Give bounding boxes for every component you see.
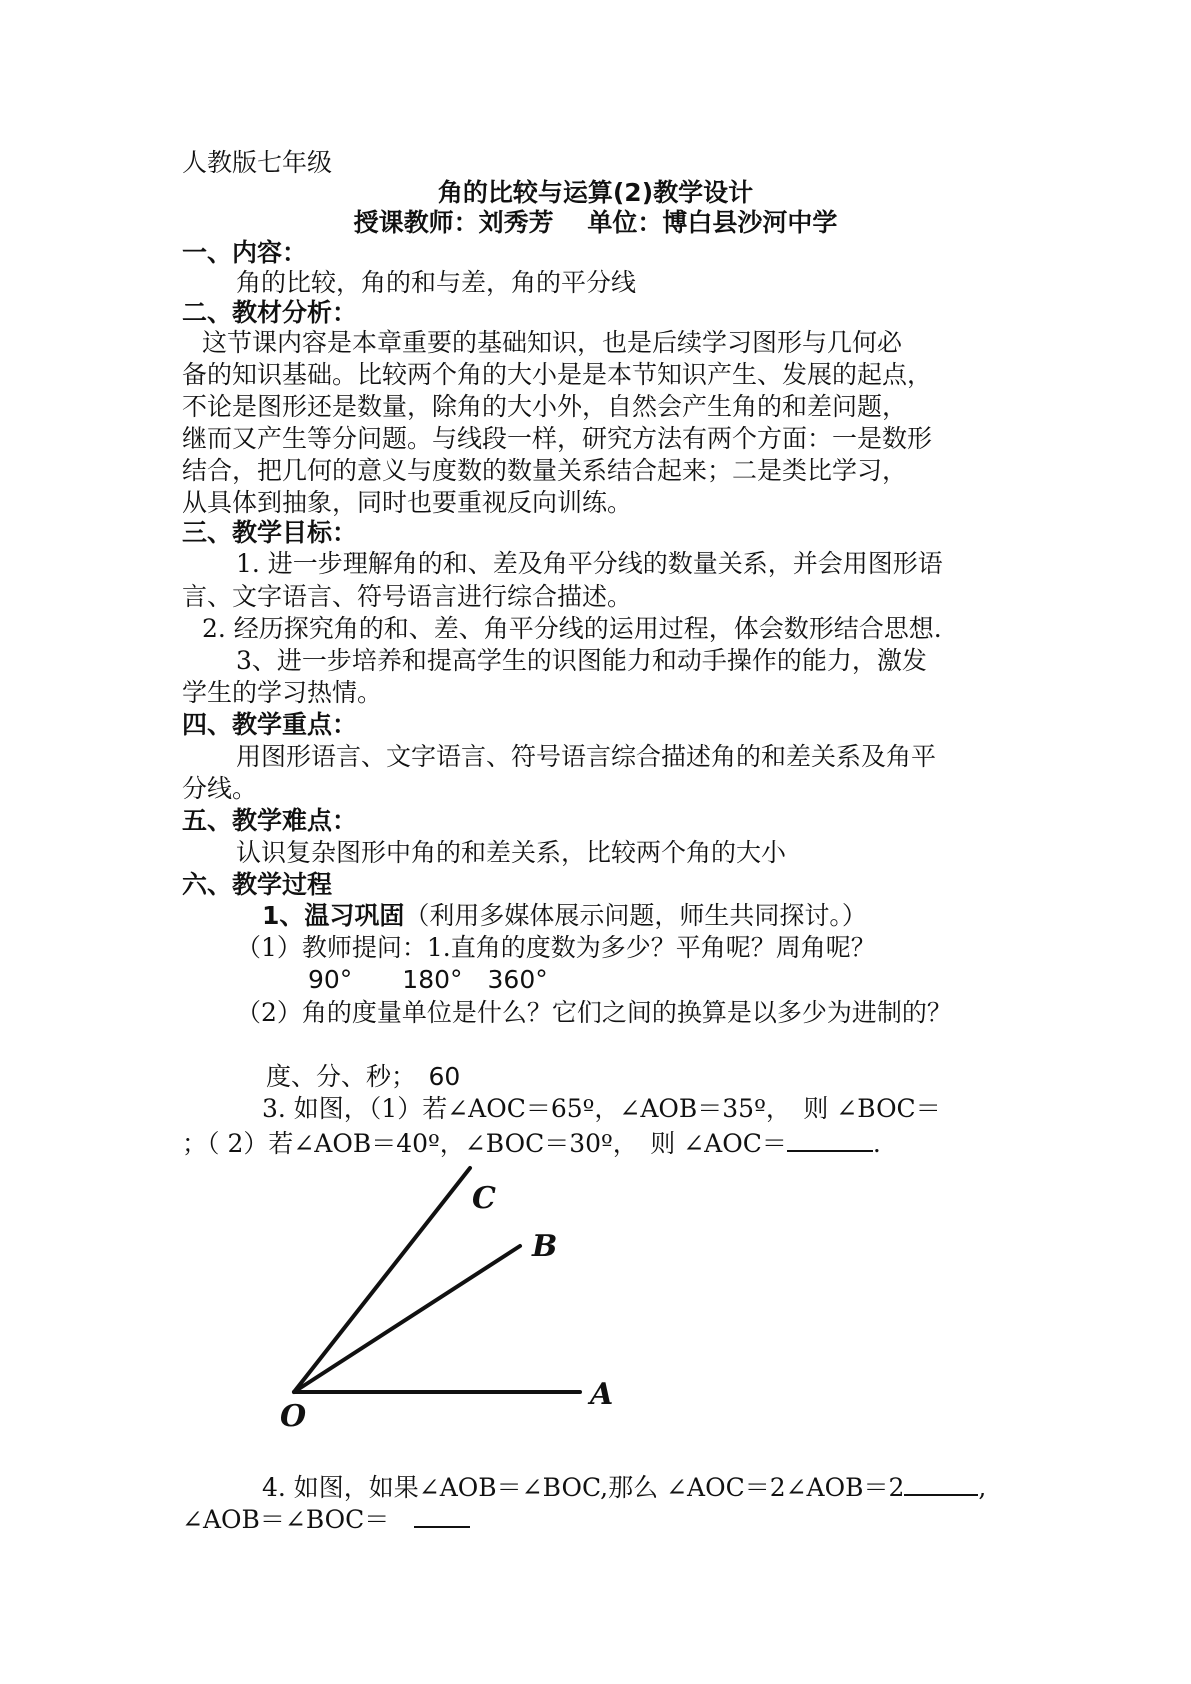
section-2-line: 这节课内容是本章重要的基础知识，也是后续学习图形与几何必 (202, 328, 903, 357)
question-4-line-2 (182, 1500, 470, 1537)
section-2-line: 结合，把几何的意义与度数的数量关系结合起来；二是类比学习， (182, 456, 908, 485)
question-3-text: ；（ 2）若∠AOB＝40º，∠BOC＝30º， 则 ∠AOC＝ (182, 1129, 787, 1158)
step-1-line (262, 899, 867, 933)
question-4-text-2: ∠AOB＝∠BOC＝ (182, 1505, 390, 1534)
question-2: （2）角的度量单位是什么？它们之间的换算是以多少为进制的？ (236, 998, 952, 1027)
answer-blank (904, 1468, 978, 1496)
grade-label: 人教版七年级 (182, 148, 333, 177)
section-3-line: 1. 进一步理解角的和、差及角平分线的数量关系，并会用图形语 (236, 549, 943, 578)
section-3-line: 言、文字语言、符号语言进行综合描述。 (182, 582, 633, 611)
answer-blank (787, 1124, 873, 1152)
label-a: A (590, 1377, 614, 1412)
section-3-line: 学生的学习热情。 (182, 678, 383, 707)
section-4-line: 分线。 (182, 774, 258, 803)
section-5-body: 认识复杂图形中角的和差关系，比较两个角的大小 (236, 838, 787, 867)
answer-2-text: 度、分、秒； (266, 1062, 404, 1091)
answer-1: 90° 180° 360° (308, 965, 548, 994)
step-1-note: （利用多媒体展示问题，师生共同探讨。） (404, 901, 867, 930)
question-3-line-1: 3. 如图，（1）若∠AOC＝65º，∠AOB＝35º， 则 ∠BOC＝ (262, 1094, 941, 1123)
section-3-line: 2. 经历探究角的和、差、角平分线的运用过程，体会数形结合思想. (202, 614, 942, 643)
question-1: （1）教师提问：1.直角的度数为多少？平角呢？周角呢？ (236, 933, 876, 962)
section-1-body: 角的比较，角的和与差，角的平分线 (236, 268, 637, 297)
section-4-line: 用图形语言、文字语言、符号语言综合描述角的和差关系及角平 (236, 742, 937, 771)
answer-2-number: 60 (428, 1062, 461, 1091)
document-title: 角的比较与运算(2)教学设计 (437, 178, 754, 207)
angle-figure (250, 1160, 650, 1434)
section-6-heading: 六、教学过程 (182, 870, 333, 899)
section-3-line: 3、进一步培养和提高学生的识图能力和动手操作的能力，激发 (236, 646, 927, 675)
step-1-title: 1、温习巩固 (262, 901, 405, 930)
teacher-line: 授课教师：刘秀芳 单位：博白县沙河中学 (353, 208, 838, 237)
ray-ob (294, 1246, 520, 1392)
question-4-text: 4. 如图，如果∠AOB＝∠BOC,那么 ∠AOC＝2∠AOB＝2 (262, 1473, 905, 1502)
question-3-line-2: ；（ 2）若∠AOB＝40º，∠BOC＝30º， 则 ∠AOC＝ . (182, 1124, 881, 1161)
answer-2 (266, 1060, 460, 1094)
section-2-line: 继而又产生等分问题。与线段一样，研究方法有两个方面：一是数形 (182, 424, 933, 453)
question-4-line-1: 4. 如图，如果∠AOB＝∠BOC,那么 ∠AOC＝2∠AOB＝2 , (262, 1468, 986, 1505)
label-b: B (532, 1229, 558, 1264)
answer-blank (414, 1500, 470, 1528)
section-4-heading: 四、教学重点： (182, 710, 358, 739)
section-2-line: 不论是图形还是数量，除角的大小外，自然会产生角的和差问题， (182, 392, 908, 421)
section-2-line: 从具体到抽象，同时也要重视反向训练。 (182, 488, 633, 517)
label-o: O (280, 1399, 307, 1434)
section-1-heading: 一、内容： (182, 238, 308, 267)
section-3-heading: 三、教学目标： (182, 518, 358, 547)
ray-oc (294, 1168, 470, 1392)
section-5-heading: 五、教学难点： (182, 806, 358, 835)
label-c: C (472, 1181, 496, 1216)
section-2-line: 备的知识基础。比较两个角的大小是是本节知识产生、发展的起点， (182, 360, 933, 389)
section-2-heading: 二、教材分析： (182, 298, 358, 327)
